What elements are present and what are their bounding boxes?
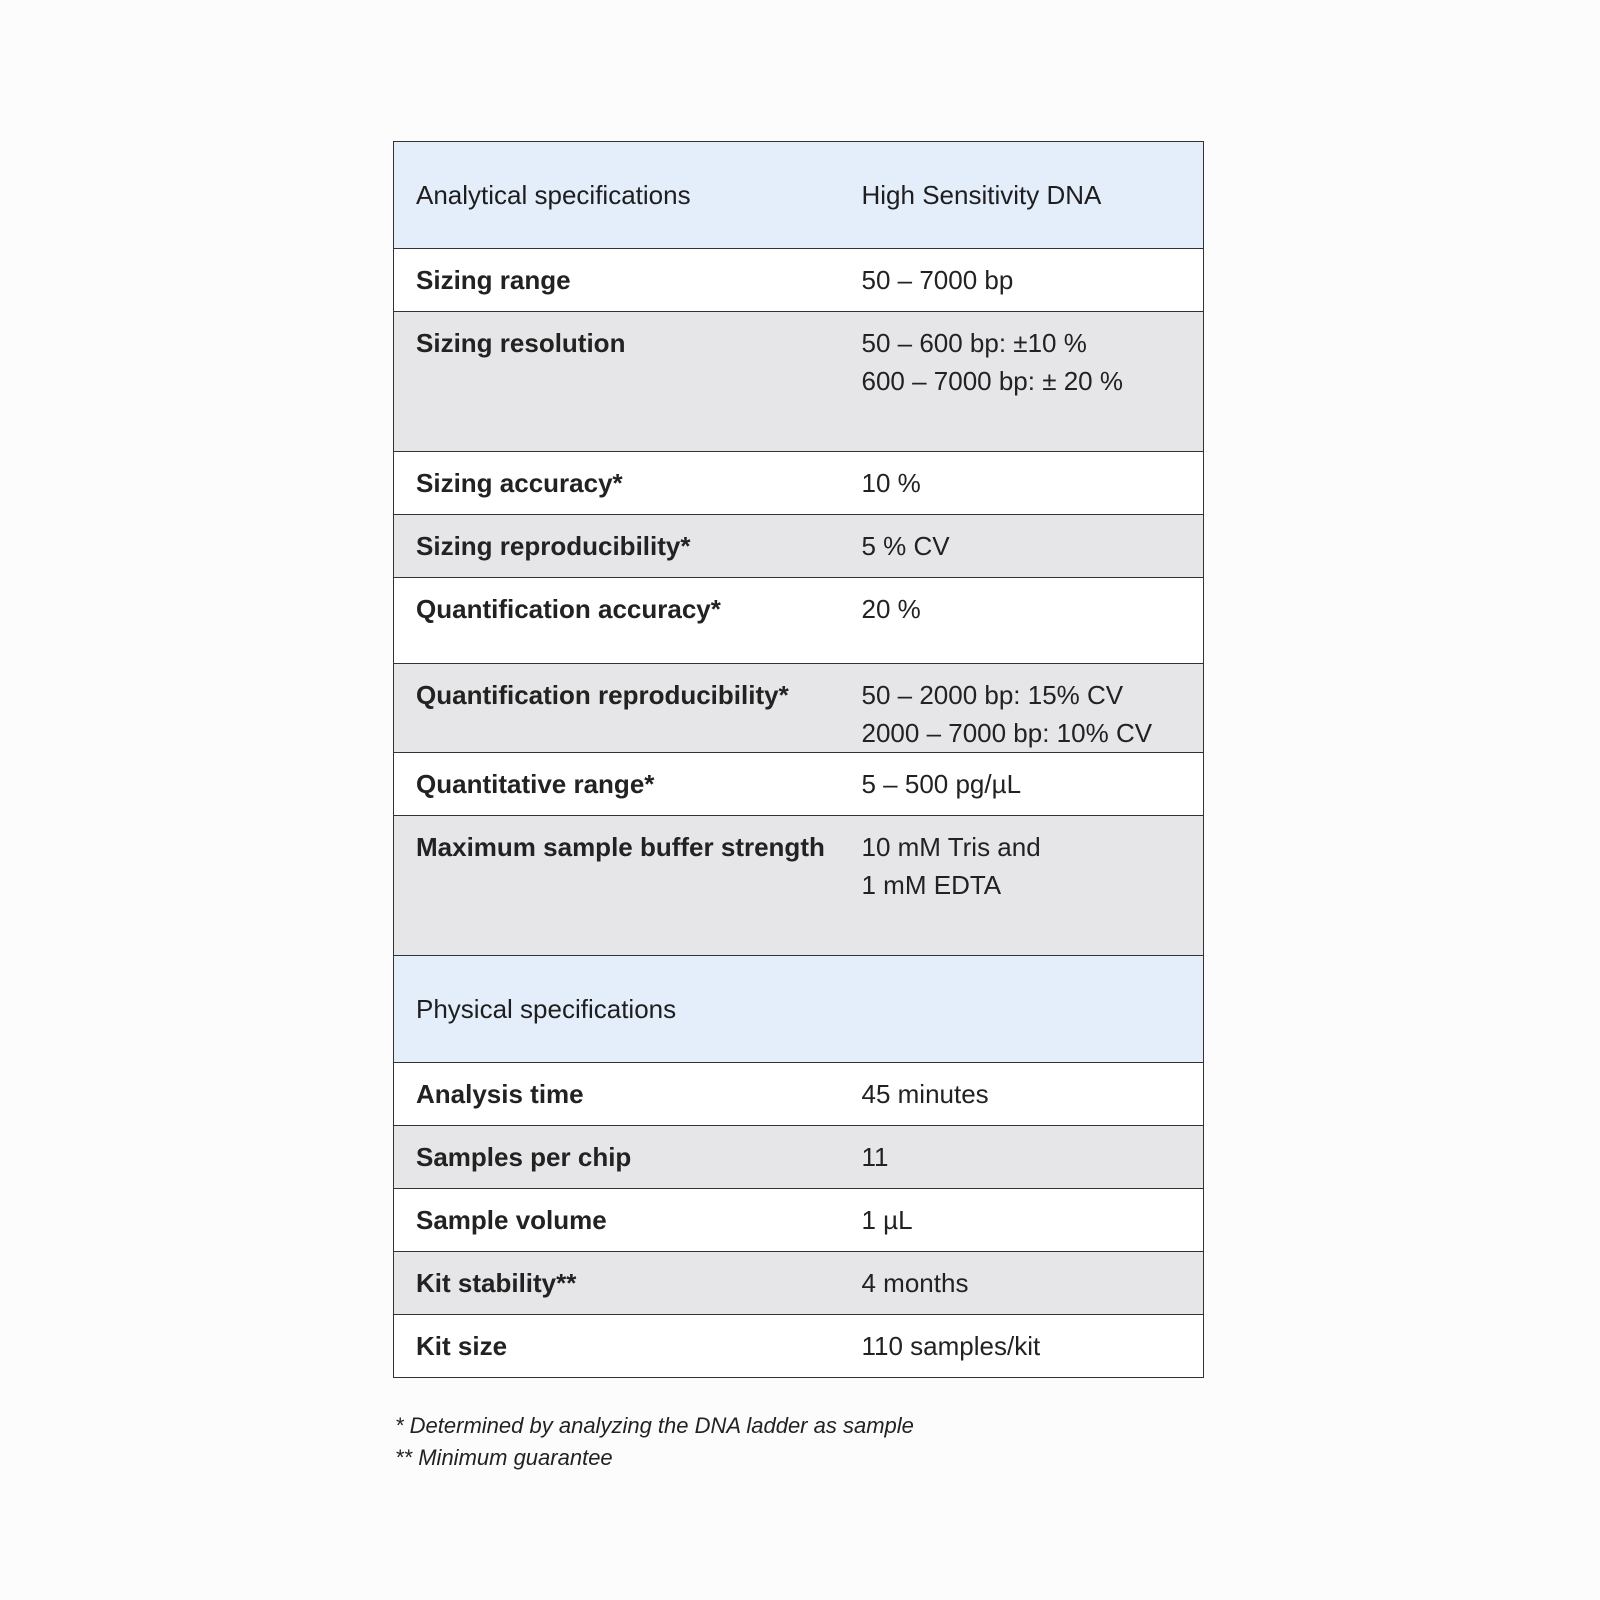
table-row <box>394 1315 1204 1378</box>
row-value <box>840 312 1204 452</box>
row-value <box>840 753 1204 816</box>
table-row <box>394 1063 1204 1126</box>
row-label: Analysis time <box>394 1063 840 1126</box>
header-product: High Sensitivity DNA <box>840 142 1204 249</box>
value-line: 50 – 2000 bp: 15% CV <box>861 680 1124 710</box>
footnotes <box>395 1410 914 1474</box>
header-empty <box>840 956 1204 1063</box>
value-line: 10 mM Tris and <box>861 832 1041 862</box>
row-value <box>840 1189 1204 1252</box>
value-line: 110 samples/kit <box>861 1331 1041 1361</box>
table-row <box>394 249 1204 312</box>
row-value <box>840 1126 1204 1189</box>
value-line: 2000 – 7000 bp: 10% CV <box>861 718 1153 748</box>
header-label: Analytical specifications <box>394 142 840 249</box>
table-row <box>394 1189 1204 1252</box>
table-row <box>394 816 1204 956</box>
row-value <box>840 249 1204 312</box>
footnote-1: * Determined by analyzing the DNA ladder as sample <box>395 1413 914 1438</box>
row-label: Quantification reproducibility* <box>394 664 840 753</box>
row-value <box>840 1252 1204 1315</box>
row-label: Kit stability** <box>394 1252 840 1315</box>
value-line: 600 – 7000 bp: ± 20 % <box>861 366 1123 396</box>
row-label: Quantification accuracy* <box>394 578 840 664</box>
row-label: Sizing range <box>394 249 840 312</box>
row-label: Sizing resolution <box>394 312 840 452</box>
row-value <box>840 1315 1204 1378</box>
value-line: 5 – 500 pg/µL <box>861 769 1022 799</box>
footnote-2: ** Minimum guarantee <box>395 1445 613 1470</box>
row-label: Sizing accuracy* <box>394 452 840 515</box>
row-label: Kit size <box>394 1315 840 1378</box>
value-line: 10 % <box>861 468 921 498</box>
value-line: 1 µL <box>861 1205 913 1235</box>
row-value <box>840 664 1204 753</box>
row-label: Sample volume <box>394 1189 840 1252</box>
table-row <box>394 1252 1204 1315</box>
value-line: 45 minutes <box>861 1079 989 1109</box>
header-label: Physical specifications <box>394 956 840 1063</box>
table-row <box>394 515 1204 578</box>
row-value <box>840 452 1204 515</box>
row-label: Maximum sample buffer strength <box>394 816 840 956</box>
table-row <box>394 578 1204 664</box>
section-header-analytical <box>394 142 1204 249</box>
value-line: 50 – 7000 bp <box>861 265 1014 295</box>
table-row <box>394 312 1204 452</box>
row-label: Quantitative range* <box>394 753 840 816</box>
row-value <box>840 816 1204 956</box>
table-row <box>394 452 1204 515</box>
value-line: 5 % CV <box>861 531 950 561</box>
table-row <box>394 753 1204 816</box>
table-row <box>394 664 1204 753</box>
row-label: Sizing reproducibility* <box>394 515 840 578</box>
value-line: 11 <box>861 1142 889 1172</box>
section-header-physical <box>394 956 1204 1063</box>
value-line: 1 mM EDTA <box>861 870 1002 900</box>
value-line: 4 months <box>861 1268 969 1298</box>
row-label: Samples per chip <box>394 1126 840 1189</box>
value-line: 50 – 600 bp: ±10 % <box>861 328 1087 358</box>
row-value <box>840 515 1204 578</box>
table-row <box>394 1126 1204 1189</box>
row-value <box>840 578 1204 664</box>
row-value <box>840 1063 1204 1126</box>
specifications-table <box>393 141 1204 1378</box>
value-line: 20 % <box>861 594 921 624</box>
